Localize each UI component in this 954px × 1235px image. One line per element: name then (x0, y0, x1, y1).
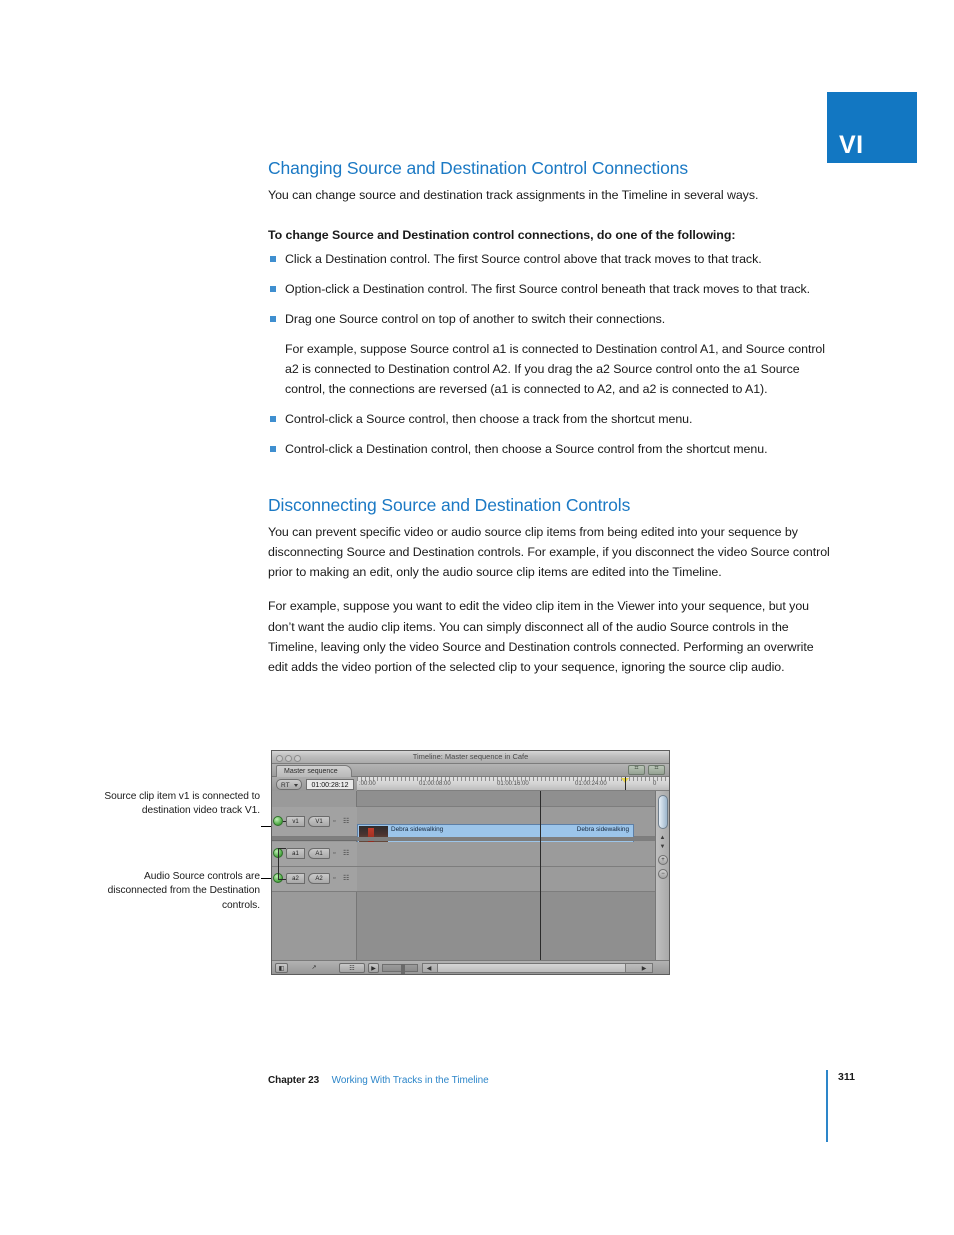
scroll-down-icon[interactable]: ▼ (659, 844, 666, 850)
visibility-icon[interactable]: ☷ (343, 818, 350, 825)
source-control-a1[interactable]: a1 (286, 848, 305, 859)
ruler-label: 0 (653, 781, 657, 787)
task-heading-changing: To change Source and Destination control connections, do one of the following: (268, 227, 736, 242)
source-connection-dot-v1[interactable] (273, 816, 283, 826)
chevron-down-icon (294, 784, 298, 787)
track-header-a1 (272, 842, 357, 867)
source-control-a2[interactable]: a2 (286, 873, 305, 884)
horizontal-scrollbar-thumb[interactable] (437, 964, 626, 972)
timeline-window (271, 750, 670, 975)
page-content (268, 158, 836, 677)
ruler-label: :00:00 (359, 781, 376, 787)
tabstrip-button-left[interactable] (628, 765, 645, 775)
sequence-tab-strip (272, 764, 669, 777)
clip-keyframes-button[interactable]: ↗ (311, 965, 317, 971)
track-lane-divider (357, 837, 655, 841)
window-titlebar (272, 751, 669, 764)
visibility-icon[interactable]: ☷ (343, 875, 350, 882)
scroll-left-icon[interactable]: ◀ (426, 966, 432, 972)
section-heading-changing: Changing Source and Destination Control Connections (268, 158, 689, 178)
figure-timeline-screenshot (0, 745, 954, 980)
audio-disconnect-stub-top (278, 848, 286, 849)
section-heading-disconnecting: Disconnecting Source and Destination Controls (268, 495, 631, 516)
timeline-ruler[interactable] (357, 777, 669, 791)
lock-icon[interactable]: ▫ (333, 818, 336, 825)
part-tab (827, 92, 917, 163)
destination-control-V1[interactable]: V1 (308, 816, 330, 827)
destination-control-A1[interactable]: A1 (308, 848, 330, 859)
tab-master-sequence[interactable]: Master sequence (276, 765, 352, 777)
scroll-up-icon[interactable]: ▲ (659, 835, 666, 841)
clip-name-left: Debra sidewalking (391, 826, 444, 833)
destination-control-A2[interactable]: A2 (308, 873, 330, 884)
list-item: Control-click a Destination control, then choose a Source control from the shortcut menu. (268, 439, 836, 459)
ruler-label: 01:00:08:00 (419, 781, 451, 787)
clip-name-right: Debra sidewalking (576, 826, 629, 833)
vertical-scrollbar[interactable] (655, 791, 669, 960)
zoom-in-icon[interactable]: + (658, 855, 668, 865)
ruler-label: 01:00:24:00 (575, 781, 607, 787)
track-lane-empty-area[interactable] (357, 892, 655, 960)
audio-disconnect-bracket (278, 848, 279, 879)
lock-icon[interactable]: ▫ (333, 875, 336, 882)
track-lane-spacer-top (357, 791, 655, 807)
page-number: 311 (838, 1071, 855, 1083)
timeline-control-bar (272, 777, 357, 791)
window-title: Timeline: Master sequence in Cafe (412, 752, 529, 761)
track-panel-divider (272, 837, 357, 841)
example-paragraph: For example, suppose Source control a1 is connected to Destination control A1, and Source control a2 is connected to Destination control A2. If you drag the a2 Source control onto the a1 Source control, the connections are reversed (a1 is connected to A2, and a2 is connected to A1). (285, 341, 825, 397)
footer-chapter-label: Chapter 23 (268, 1075, 320, 1086)
list-item: Option-click a Destination control. The first Source control beneath that track moves to that track. (268, 279, 836, 299)
track-header-v1 (272, 807, 357, 837)
grid-icon: ⌗ (654, 765, 659, 772)
zoom-slider-knob[interactable] (401, 964, 405, 974)
tabstrip-button-right[interactable] (648, 765, 665, 775)
disconnecting-paragraph-1: You can prevent specific video or audio source clip items from being edited into your sequence by disconnecting Source and Destination controls. For example, if you disconnect the video Source control prior to making an edit, only the audio source clip items are edited into the Timeline. (268, 525, 830, 580)
horizontal-scrollbar[interactable] (422, 963, 653, 973)
bullet-list-changing (268, 249, 836, 460)
track-lane-V1[interactable] (357, 807, 655, 837)
visibility-icon[interactable]: ☷ (343, 850, 350, 857)
timeline-track-area[interactable] (357, 791, 655, 960)
rt-popup-menu[interactable] (276, 779, 302, 790)
disconnecting-paragraph-2: For example, suppose you want to edit the video clip item in the Viewer into your sequence, but you don’t want the audio clip items. You can simply disconnect all of the audio Source controls in the Timeline, leaving only the video Source and Destination controls connected. Performing an overwrite edit adds the video portion of the selected clip to your sequence, ignoring the source clip audio. (268, 599, 814, 674)
track-layout-button[interactable]: ▶ (368, 963, 379, 973)
list-item: Click a Destination control. The first Source control above that track moves to that track. (268, 249, 836, 269)
track-lane-A1[interactable] (357, 842, 655, 867)
rt-popup-label: RT (281, 782, 290, 789)
audio-disconnect-stub-bottom (278, 879, 286, 880)
timecode-field[interactable]: 01:00:28:12 (306, 779, 354, 790)
track-header-panel (272, 791, 357, 960)
callout-audio-label: Audio Source controls are disconnected from the Destination controls. (107, 871, 260, 911)
linked-selection-button[interactable]: ◧ (275, 963, 288, 973)
ruler-label: 01:00:16:00 (497, 781, 529, 787)
track-height-button[interactable]: ☷ (339, 963, 365, 973)
list-item: Control-click a Source control, then choose a track from the shortcut menu. (268, 409, 836, 429)
callout-video-label: Source clip item v1 is connected to destination video track V1. (104, 791, 260, 817)
part-tab-label: VI (839, 131, 864, 159)
vertical-scrollbar-thumb[interactable] (658, 795, 668, 829)
playhead[interactable] (625, 777, 626, 790)
lock-icon[interactable]: ▫ (333, 850, 336, 857)
playhead-line (540, 791, 541, 960)
grid-icon: ⌗ (634, 765, 639, 772)
source-control-v1[interactable]: v1 (286, 816, 305, 827)
footer-chapter-title: Working With Tracks in the Timeline (331, 1075, 489, 1086)
scroll-right-icon[interactable]: ▶ (641, 966, 647, 972)
page-footer (268, 1070, 848, 1090)
footer-rule (826, 1070, 828, 1142)
list-item: Drag one Source control on top of another to switch their connections. (268, 309, 836, 329)
zoom-slider[interactable] (382, 964, 418, 972)
zoom-out-icon[interactable]: − (658, 869, 668, 879)
section-intro-changing: You can change source and destination track assignments in the Timeline in several ways. (268, 187, 759, 202)
timeline-bottom-toolbar (272, 960, 669, 974)
track-lane-A2[interactable] (357, 867, 655, 892)
